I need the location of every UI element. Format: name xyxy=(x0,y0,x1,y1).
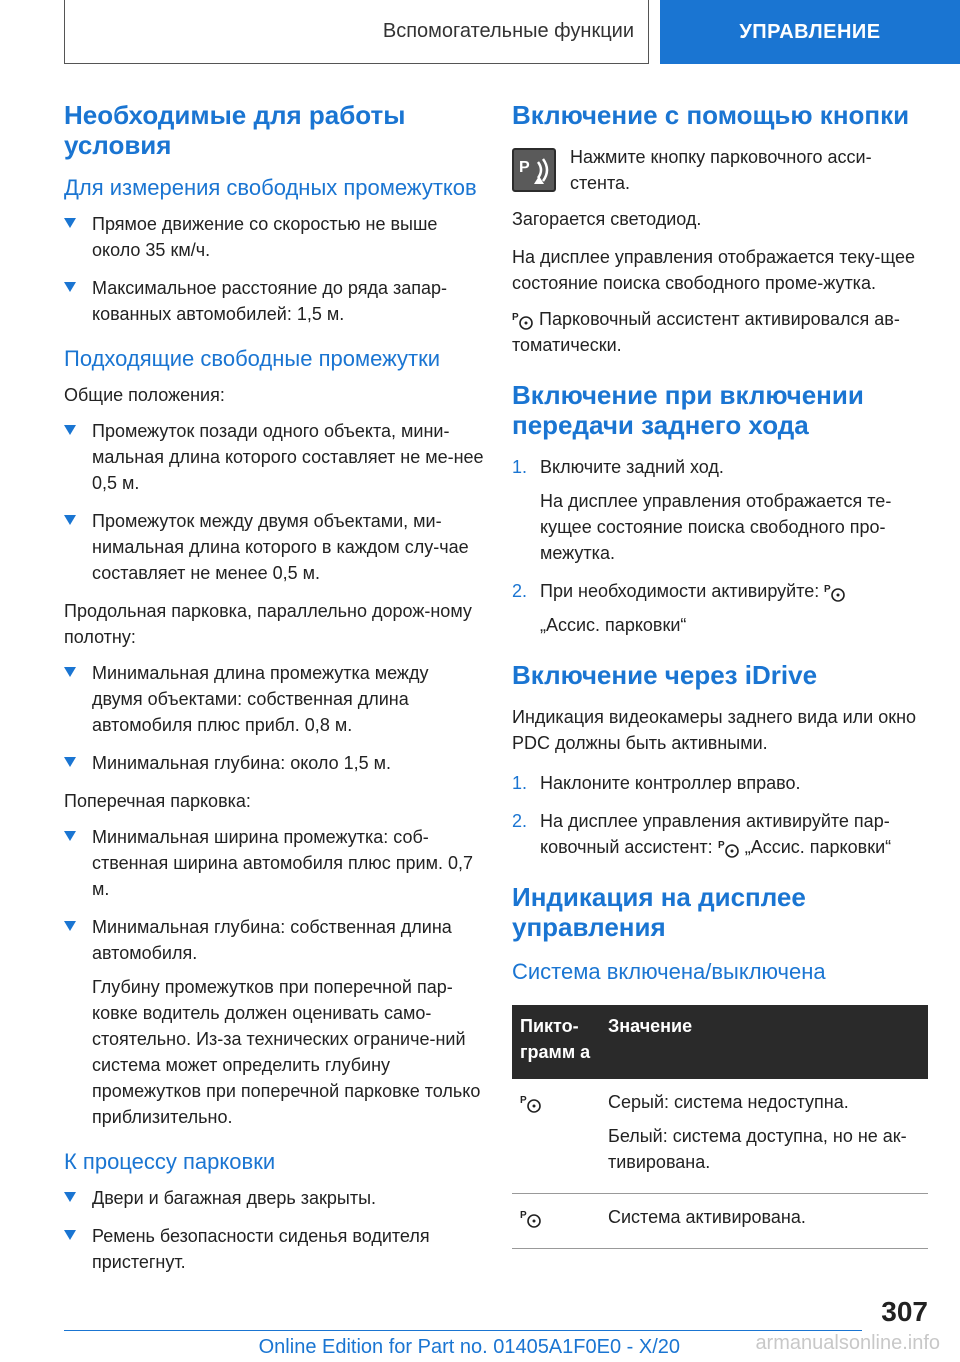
table-row: P Система активирована. xyxy=(512,1194,928,1249)
perpendicular-note: Глубину промежутков при поперечной пар-ковке водитель должен оценивать само-стоятельно. Из-за технических ограниче-ний система может определить глубину промежутков при поперечной парковке только приблизительно. xyxy=(92,977,481,1127)
list-item: 2. На дисплее управления активируйте пар-ковочный ассистент: P „Ассис. парковки“ xyxy=(512,811,892,857)
park-assist-icon xyxy=(824,582,846,602)
bullet-triangle-icon xyxy=(64,1192,76,1202)
idrive-steps xyxy=(512,770,928,860)
park-assist-active-icon xyxy=(520,1208,542,1228)
table-header: Пикто-грамм а Значение xyxy=(512,1005,928,1079)
header-section: Вспомогательные функции xyxy=(64,0,649,64)
heading-button-activation: Включение с помощью кнопки xyxy=(512,100,910,130)
general-list xyxy=(64,418,484,586)
status-table xyxy=(512,1005,928,1249)
bullet-triangle-icon xyxy=(64,667,76,677)
display-text: На дисплее управления отображается теку-щее состояние поиска свободного проме-жутка. xyxy=(512,247,916,293)
svg-text:P: P xyxy=(717,840,725,852)
list-item: 2. При необходимости активируйте: P „Ассис. парковки“ xyxy=(512,578,928,638)
svg-text:P: P xyxy=(512,312,519,324)
left-column xyxy=(64,100,484,1287)
bullet-triangle-icon xyxy=(64,218,76,228)
list-item: Промежуток позади одного объекта, мини-мальная длина которого составляет не ме-нее 0,5 м. xyxy=(64,418,484,496)
list-item: 1. Включите задний ход. На дисплее управления отображается те-кущее состояние поиска свободного про-межутка. xyxy=(512,457,892,563)
parallel-label: Продольная парковка, параллельно дорож-ному полотну: xyxy=(64,601,472,647)
bullet-triangle-icon xyxy=(64,1230,76,1240)
reverse-steps xyxy=(512,454,928,638)
header-chapter: УПРАВЛЕНИЕ xyxy=(660,0,960,64)
park-assist-grey-icon xyxy=(520,1093,542,1113)
list-item: Минимальная ширина промежутка: соб-ственная ширина автомобиля плюс прим. 0,7 м. xyxy=(64,824,484,902)
bullet-triangle-icon xyxy=(64,282,76,292)
bullet-triangle-icon xyxy=(64,757,76,767)
footer-edition: Online Edition for Part no. 01405A1F0E0 - X/20 xyxy=(258,1336,680,1358)
bullet-triangle-icon xyxy=(64,831,76,841)
watermark: armanualsonline.info xyxy=(755,1332,940,1354)
perpendicular-list xyxy=(64,824,484,1130)
svg-text:P: P xyxy=(824,584,831,596)
measurement-list xyxy=(64,211,484,327)
list-item: Промежуток между двумя объектами, ми-нимальная длина которого в каждом слу-чае составляет не менее 0,5 м. xyxy=(64,508,484,586)
heading-suitable-gaps: Подходящие свободные промежутки xyxy=(64,346,441,371)
heading-system-status: Система включена/выключена xyxy=(512,959,826,984)
bullet-triangle-icon xyxy=(64,515,76,525)
list-item: Ремень безопасности сиденья водителя пристегнут. xyxy=(64,1223,484,1275)
park-assist-icon xyxy=(512,310,534,330)
heading-parking-process: К процессу парковки xyxy=(64,1149,276,1174)
list-item: Минимальная длина промежутка между двумя объектами: собственная длина автомобиля плюс прибл. 0,8 м. xyxy=(64,660,484,738)
heading-reverse-activation: Включение при включении передачи заднего хода xyxy=(512,380,864,440)
svg-text:P: P xyxy=(520,1095,527,1107)
list-item: Прямое движение со скоростью не выше около 35 км/ч. xyxy=(64,211,484,263)
heading-display-indication: Индикация на дисплее управления xyxy=(512,882,806,942)
parallel-list xyxy=(64,660,484,776)
auto-activation-text: P Парковочный ассистент активировался ав-томатически. xyxy=(512,309,900,355)
led-text: Загорается светодиод. xyxy=(512,209,702,229)
heading-conditions: Необходимые для работы условия xyxy=(64,100,406,160)
list-item: Двери и багажная дверь закрыты. xyxy=(64,1185,484,1211)
page-number: 307 xyxy=(881,1296,928,1327)
idrive-intro: Индикация видеокамеры заднего вида или окно PDC должны быть активными. xyxy=(512,707,917,753)
heading-measurement: Для измерения свободных промежутков xyxy=(64,175,477,200)
park-assist-button-icon xyxy=(512,148,556,192)
heading-idrive-activation: Включение через iDrive xyxy=(512,660,818,690)
table-row: P Серый: система недоступна. Белый: система доступна, но не ак-тивирована. xyxy=(512,1079,928,1194)
list-item: Минимальная глубина: около 1,5 м. xyxy=(64,750,484,776)
park-assist-icon xyxy=(718,838,740,858)
process-list xyxy=(64,1185,484,1275)
perpendicular-label: Поперечная парковка: xyxy=(64,791,251,811)
bullet-triangle-icon xyxy=(64,921,76,931)
list-item: 1. Наклоните контроллер вправо. xyxy=(512,773,801,793)
list-item: Минимальная глубина: собственная длина автомобиля. Глубину промежутков при поперечной пар-ковке водитель должен оценивать само-стоятельно. Из-за технических ограниче-ний система может определить глубину промежутков при поперечной парковке только приблизительно. xyxy=(64,914,484,1130)
list-item: Максимальное расстояние до ряда запар-кованных автомобилей: 1,5 м. xyxy=(64,275,484,327)
right-column xyxy=(512,100,928,1249)
svg-text:P: P xyxy=(520,1210,527,1222)
press-button-text: Нажмите кнопку парковочного асси-стента. xyxy=(570,147,872,193)
footer-divider xyxy=(64,1330,862,1331)
general-label: Общие положения: xyxy=(64,385,225,405)
svg-text:P: P xyxy=(519,159,530,176)
bullet-triangle-icon xyxy=(64,425,76,435)
